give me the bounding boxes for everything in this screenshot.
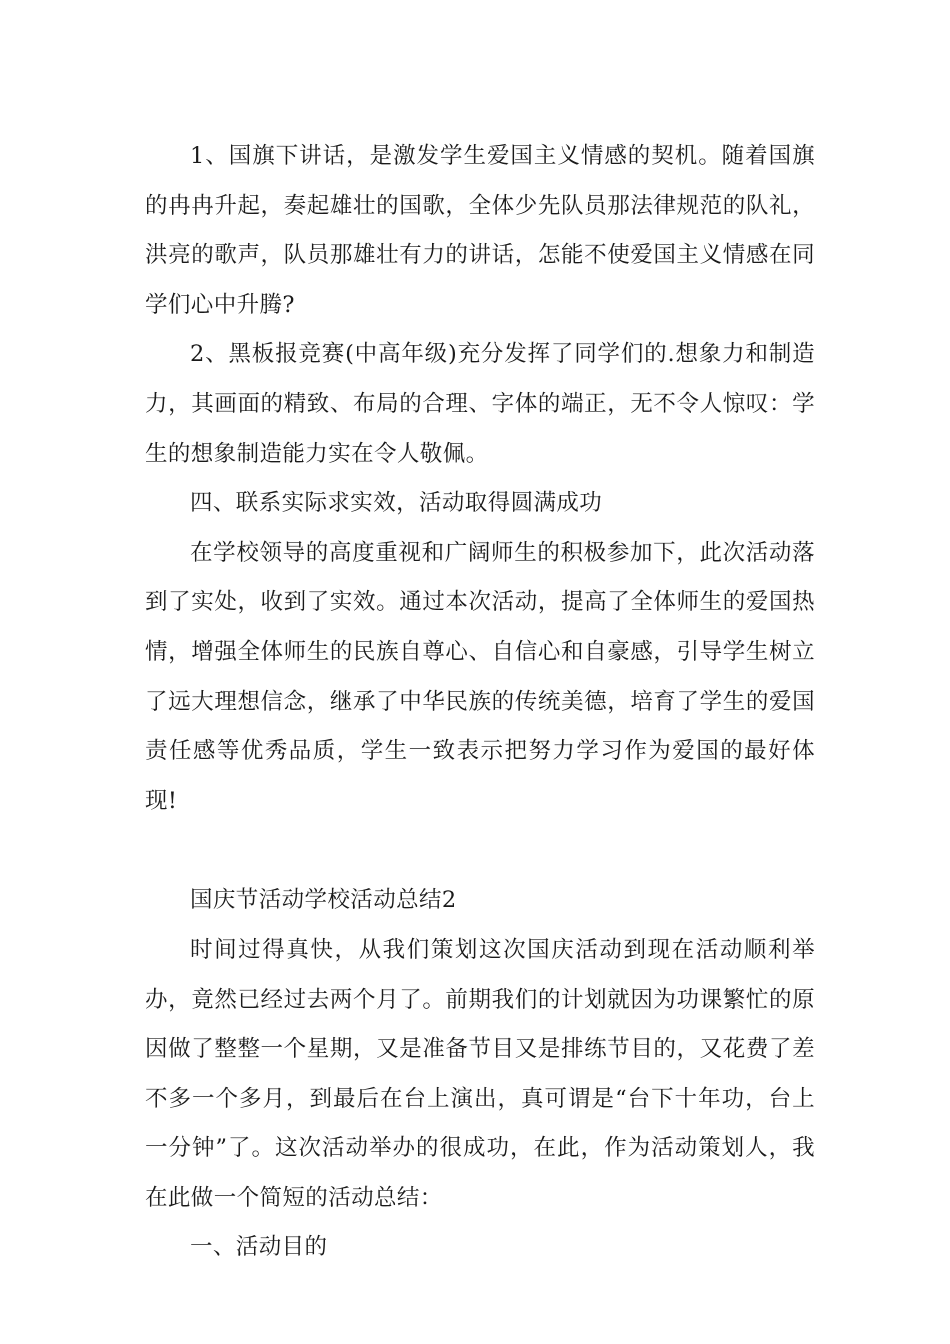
section-heading-four: 四、联系实际求实效，活动取得圆满成功 bbox=[190, 490, 603, 517]
paragraph-blackboard-contest: 2、黑板报竞赛(中高年级)充分发挥了同学们的.想象力和制造力，其画面的精致、布局的合理、字体的端正，无不令人惊叹：学生的想象制造能力实在令人敬佩。 bbox=[145, 341, 815, 467]
document-body bbox=[145, 132, 815, 1273]
paragraph-results: 在学校领导的高度重视和广阔师生的积极参加下，此次活动落到了实处，收到了实效。通过本次活动，提高了全体师生的爱国热情，增强全体师生的民族自尊心、自信心和自豪感，引导学生树立了远大理想信念，继承了中华民族的传统美德，培育了学生的爱国责任感等优秀品质，学生一致表示把努力学习作为爱国的最好体现! bbox=[145, 539, 815, 814]
paragraph-intro: 时间过得真快，从我们策划这次国庆活动到现在活动顺利举办，竟然已经过去两个月了。前期我们的计划就因为功课繁忙的原因做了整整一个星期，又是准备节目又是排练节目的，又花费了差不多一个多月，到最后在台上演出，真可谓是“台下十年功，台上一分钟”了。这次活动举办的很成功，在此，作为活动策划人，我在此做一个简短的活动总结： bbox=[145, 936, 815, 1211]
section-spacer bbox=[145, 826, 815, 876]
article-title-2: 国庆节活动学校活动总结2 bbox=[190, 887, 457, 914]
section-heading-one: 一、活动目的 bbox=[190, 1234, 328, 1261]
paragraph-flag-speech: 1、国旗下讲话，是激发学生爱国主义情感的契机。随着国旗的冉冉升起，奏起雄壮的国歌，全体少先队员那法律规范的队礼，洪亮的歌声，队员那雄壮有力的讲话，怎能不使爱国主义情感在同学们心中升腾? bbox=[145, 143, 815, 318]
